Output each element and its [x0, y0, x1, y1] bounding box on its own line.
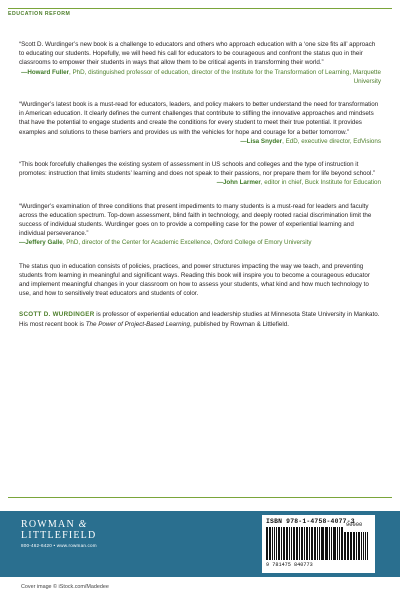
endorser-name: —John Larmer — [216, 179, 261, 187]
addon-barcode-bars — [344, 532, 369, 560]
barcode-bar — [281, 527, 282, 560]
endorser-name: —Jeffery Galle — [19, 239, 63, 247]
barcode-bar — [299, 527, 300, 560]
endorsement-attribution — [19, 137, 381, 146]
endorser-credentials: , PhD, distinguished professor of education, director of the Institute for the Transformation of Learning, Marquette University — [69, 68, 381, 85]
barcode-bar — [269, 527, 271, 560]
barcode-bar — [311, 527, 313, 560]
barcode-bar — [317, 527, 318, 560]
back-cover-text — [19, 40, 381, 329]
barcode-bar — [321, 527, 324, 560]
barcode-bar — [353, 532, 355, 560]
barcode-bar — [365, 532, 366, 560]
isbn-text: ISBN 978-1-4758-4077-3 — [266, 518, 355, 525]
barcode-bar — [341, 527, 343, 560]
endorsement-3 — [19, 160, 381, 188]
barcode-bar — [363, 532, 364, 560]
endorser-name: —Howard Fuller — [21, 68, 70, 76]
publisher-name-line1: ROWMAN — [21, 519, 75, 530]
barcode-bar — [304, 527, 305, 560]
endorsement-quote: “Wurdinger’s examination of three conditions that present impediments to many students is a must-read for leaders and faculty across the education spectrum. Top-down assessment, blind faith in technology, and deeply rooted racial discrimination limit the success of individual students. Wurdinger goes on to provide a compelling case for the power of experiential learning and individual perseverance.” — [19, 202, 372, 238]
barcode-bar — [296, 527, 298, 560]
endorsement-quote: “This book forcefully challenges the existing system of assessment in US schools and colleges and the type of instruction it promotes: instruction that limits students’ learning and does not speak to their passions, nor prepare them for life beyond school.” — [19, 161, 376, 178]
barcode-bar — [356, 532, 357, 560]
barcode-digits: 9 781475 840773 — [266, 562, 313, 568]
barcode-bar — [329, 527, 330, 560]
barcode-bar — [283, 527, 285, 560]
endorsement-attribution — [19, 68, 381, 86]
barcode-bar — [325, 527, 328, 560]
endorsement-quote: “Scott D. Wurdinger’s new book is a challenge to educators and others who approach education with a ‘one size fits all’ approach to educating our students. Hopefully, we will heed his call for educators to be courageous and confront the status quo in their classrooms to empower their students in ways that allow them to be critical agents in transforming their world.” — [19, 41, 376, 67]
barcode-bars — [266, 522, 371, 568]
endorser-credentials: , editor in chief, Buck Institute for Education — [260, 179, 381, 187]
barcode-bar — [272, 527, 273, 560]
barcode-bar — [306, 527, 308, 560]
barcode-bar — [337, 527, 338, 560]
barcode-bar — [301, 527, 303, 560]
barcode-bar — [319, 527, 320, 560]
endorsement-quote: “Wurdinger’s latest book is a must-read for educators, leaders, and policy makers to better understand the need for transformation in American education. It clearly defines the current challenges that contribute to stifling the innovative approaches and mindsets that have the potential to engage students and create the conditions for every student to meet their true potential. It provides examples and solutions to these barriers and provides us with the vehicles for hope and courage for a better tomorrow.” — [19, 101, 379, 136]
cover-image-credit: Cover image © iStock.com/Madedee — [21, 584, 109, 590]
barcode-bar — [347, 532, 349, 560]
endorsement-1 — [19, 40, 381, 86]
book-summary: The status quo in education consists of policies, practices, and power structures impacting the way we teach, and preventing students from learning in meaningful and significant ways. Reading this book will inspire you to become a courageous educator and implement meaningful changes in your classroom on how to assess your students, what kind and how much technology to use, and how to sensitively treat educators and students of color. — [19, 262, 370, 298]
publisher-ampersand: & — [78, 519, 88, 530]
author-name: SCOTT D. WURDINGER — [19, 311, 95, 319]
author-bio — [19, 310, 381, 328]
bio-text-end: , published by Rowman & Littlefield. — [189, 320, 289, 328]
endorsement-attribution — [19, 238, 381, 247]
barcode-bar — [350, 532, 352, 560]
barcode-bar — [367, 532, 368, 560]
barcode-bar — [286, 527, 288, 560]
barcode-bar — [276, 527, 277, 560]
barcode-bar — [344, 532, 346, 560]
category-label: EDUCATION REFORM — [8, 11, 71, 17]
barcode-bar — [289, 527, 290, 560]
barcode-bar — [274, 527, 275, 560]
endorsement-2 — [19, 100, 381, 146]
barcode-bar — [314, 527, 316, 560]
barcode-bar — [361, 532, 362, 560]
publisher-name-line2: LITTLEFIELD — [21, 530, 97, 541]
barcode-bar — [293, 527, 295, 560]
barcode-bar — [278, 527, 280, 560]
barcode-bar — [291, 527, 292, 560]
publisher-logo — [21, 519, 97, 548]
endorser-credentials: , PhD, director of the Center for Academic Excellence, Oxford College of Emory University — [62, 239, 312, 247]
publisher-contact: 800-462-6420 • www.rowman.com — [21, 543, 97, 548]
bottom-rule — [8, 497, 392, 498]
bio-text: is professor of experiential education and leadership studies at Minnesota State University in Mankato. His most recent book is — [19, 311, 380, 328]
endorsement-attribution — [19, 178, 381, 187]
endorsement-4 — [19, 202, 381, 248]
barcode-bar — [339, 527, 340, 560]
barcode-bar — [309, 527, 310, 560]
barcode — [262, 515, 375, 573]
endorser-credentials: , EdD, executive director, EdVisions — [282, 137, 381, 145]
bio-book-title: The Power of Project-Based Learning — [85, 320, 190, 328]
barcode-bar — [331, 527, 332, 560]
barcode-bar — [358, 532, 360, 560]
endorser-name: —Lisa Snyder — [240, 137, 283, 145]
barcode-bar — [266, 527, 268, 560]
addon-digits: 90000 — [346, 522, 363, 528]
ean-barcode-bars — [266, 527, 344, 560]
barcode-bar — [333, 527, 336, 560]
